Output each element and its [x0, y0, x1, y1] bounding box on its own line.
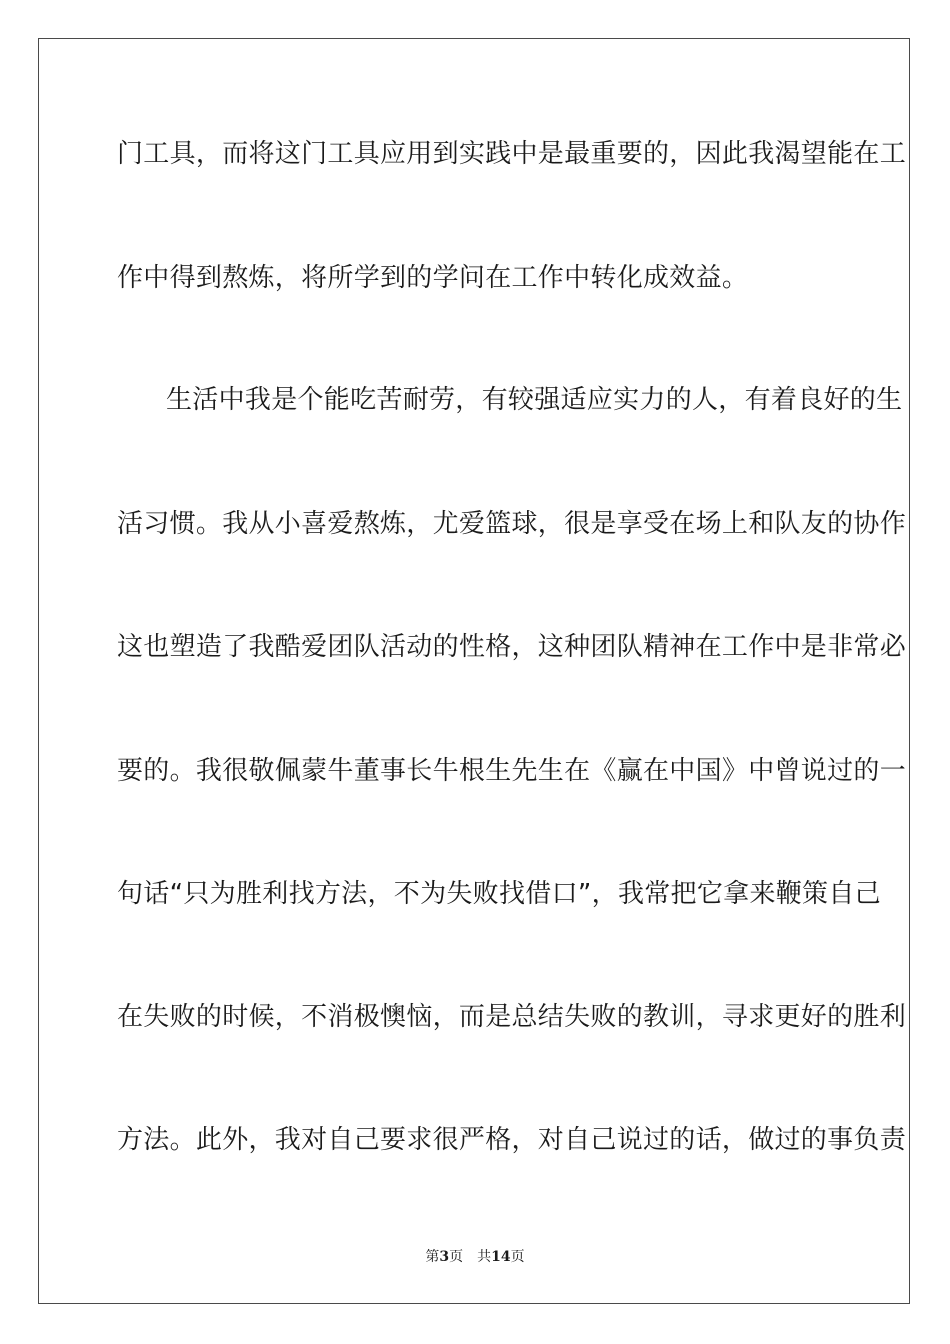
body-line-4: 活习惯。我从小喜爱熬炼，尤爱篮球，很是享受在场上和队友的协作: [117, 509, 907, 539]
total-suffix: 页: [510, 1249, 525, 1265]
body-line-9: 方法。此外，我对自己要求很严格，对自己说过的话，做过的事负责: [117, 1125, 907, 1155]
page-number: 3: [439, 1249, 450, 1265]
body-line-8: 在失败的时候，不消极懊恼，而是总结失败的教训，寻求更好的胜利: [117, 1002, 907, 1032]
total-prefix: 共: [477, 1249, 492, 1265]
body-line-5: 这也塑造了我酷爱团队活动的性格，这种团队精神在工作中是非常必: [117, 632, 907, 662]
total-pages: 14: [491, 1249, 511, 1265]
body-line-1: 门工具，而将这门工具应用到实践中是最重要的，因此我渴望能在工: [117, 139, 907, 169]
body-line-6: 要的。我很敬佩蒙牛董事长牛根生先生在《赢在中国》中曾说过的一: [117, 756, 907, 786]
body-line-7: 句话“只为胜利找方法，不为失败找借口”，我常把它拿来鞭策自己: [117, 879, 881, 909]
page-suffix: 页: [449, 1249, 464, 1265]
body-line-2: 作中得到熬炼，将所学到的学问在工作中转化成效益。: [117, 263, 749, 293]
page-border: [38, 38, 910, 1304]
page-prefix: 第: [425, 1249, 440, 1265]
page-footer: [0, 1248, 950, 1266]
paragraph-start-line: 生活中我是个能吃苦耐劳，有较强适应实力的人，有着良好的生: [166, 385, 903, 415]
